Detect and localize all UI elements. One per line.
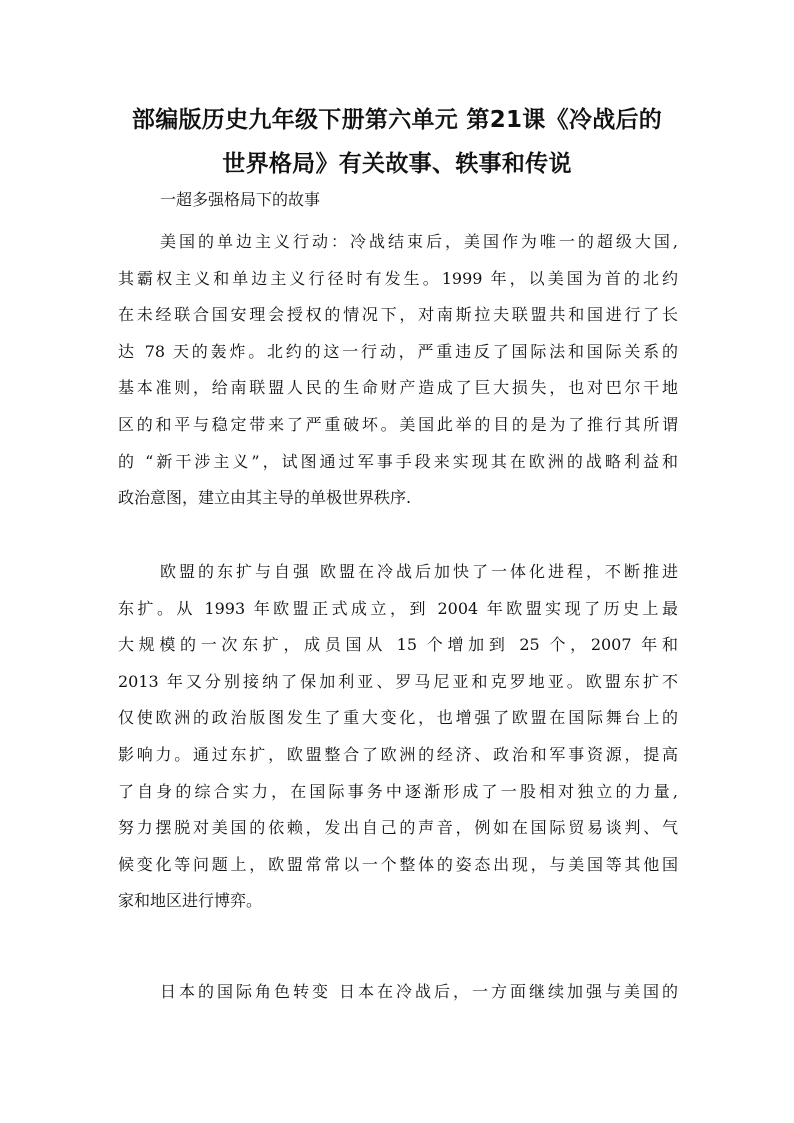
text-line: 政治意图，建立由其主导的单极世界秩序.: [118, 488, 412, 508]
document-title: [118, 98, 676, 186]
paragraph-japan-role: [118, 974, 678, 1011]
section-heading: 一超多强格局下的故事: [160, 190, 321, 209]
text-line: 仅使欧洲的政治版图发生了重大变化，也增强了欧盟在国际舞台上的: [118, 708, 678, 728]
text-line: 大规模的一次东扩，成员国从 15 个增加到 25 个，2007 年和: [118, 635, 678, 655]
text-line: 美国的单边主义行动：冷战结束后，美国作为唯一的超级大国,: [160, 232, 678, 251]
text-line: 了自身的综合实力，在国际事务中逐渐形成了一股相对独立的力量,: [118, 781, 678, 801]
text-line: 欧盟的东扩与自强 欧盟在冷战后加快了一体化进程，不断推进: [160, 562, 678, 581]
text-line: 在未经联合国安理会授权的情况下，对南斯拉夫联盟共和国进行了长: [118, 305, 678, 325]
title-line-2: 世界格局》有关故事、轶事和传说: [222, 151, 572, 177]
text-line: 区的和平与稳定带来了严重破坏。美国此举的目的是为了推行其所谓: [118, 414, 678, 434]
text-line: 影响力。通过东扩，欧盟整合了欧洲的经济、政治和军事资源，提高: [118, 744, 678, 764]
text-line: 家和地区进行博弈。: [118, 891, 263, 911]
text-line: 基本准则，给南联盟人民的生命财产造成了巨大损失，也对巴尔干地: [118, 378, 678, 398]
text-line: 其霸权主义和单边主义行径时有发生。1999 年，以美国为首的北约: [118, 268, 678, 288]
text-line: 候变化等问题上，欧盟常常以一个整体的姿态出现，与美国等其他国: [118, 854, 678, 874]
text-line: 2013 年又分别接纳了保加利亚、罗马尼亚和克罗地亚。欧盟东扩不: [118, 671, 678, 691]
text-line: 达 78 天的轰炸。北约的这一行动，严重违反了国际法和国际关系的: [118, 341, 678, 361]
text-line: 的 “新干涉主义”，试图通过军事手段来实现其在欧洲的战略利益和: [118, 451, 678, 471]
text-line: 东扩。从 1993 年欧盟正式成立，到 2004 年欧盟实现了历史上最: [118, 598, 678, 618]
text-line: 努力摆脱对美国的依赖，发出自己的声音，例如在国际贸易谈判、气: [118, 818, 678, 838]
title-line-1: 部编版历史九年级下册第六单元 第21课《冷战后的: [131, 107, 663, 133]
text-line: 日本的国际角色转变 日本在冷战后，一方面继续加强与美国的: [160, 982, 678, 1001]
paragraph-eu-expansion: [118, 554, 678, 920]
paragraph-us-unilateralism: [118, 224, 678, 517]
